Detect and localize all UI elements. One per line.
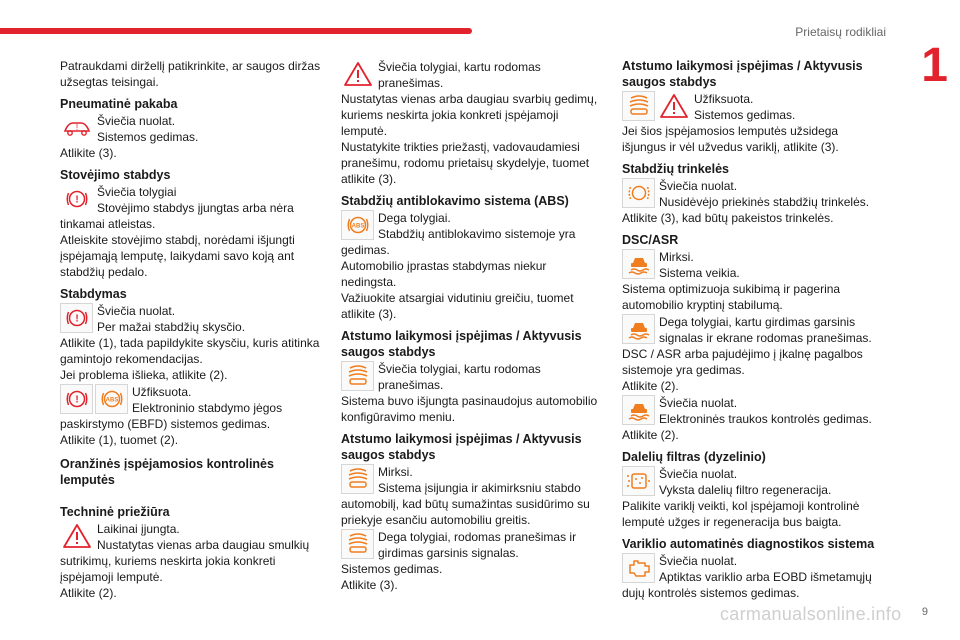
heading-dsc-asr: DSC/ASR — [622, 233, 679, 247]
heading-abs: Stabdžių antiblokavimo sistema (ABS) — [341, 194, 569, 208]
heading-technine-prieziura: Techninė priežiūra — [60, 505, 170, 519]
suspension-warning-icon — [60, 113, 93, 143]
description-line: Aptiktas variklio arba EOBD išmetamųjų — [659, 570, 872, 584]
column-right — [622, 58, 884, 601]
heading-stabdymas: Stabdymas — [60, 287, 127, 301]
entry-abs — [341, 210, 603, 242]
svg-text:ABS: ABS — [105, 397, 118, 404]
heading-atstumo-1: Atstumo laikymosi įspėjimas / Aktyvusis saugos stabdys — [341, 329, 582, 359]
header-accent-bar — [0, 28, 472, 34]
status-line: Laikinai įjungta. — [97, 522, 180, 536]
action-text: Nustatykite trikties priežastį, vadovaudamiesi pranešimu, rodomu prietaisų skydelyje, tuomet atlikite (3). — [341, 140, 590, 186]
action-text: Atlikite (3), kad būtų pakeistos trinkelės. — [622, 211, 834, 225]
description-line: tinkamai atleistas. — [60, 217, 156, 231]
entry-atstumo-2 — [341, 464, 603, 496]
description-line: Sistemos gedimas. — [694, 108, 796, 122]
description-line: Elektroninės traukos kontrolės gedimas. — [659, 412, 872, 426]
description-line: pranešimas. — [378, 76, 444, 90]
entry-technine — [60, 521, 322, 553]
distance-alert-icon — [341, 529, 374, 559]
dsc-asr-icon — [622, 314, 655, 344]
status-line: Šviečia tolygiai — [97, 185, 177, 199]
heading-atstumo-2: Atstumo laikymosi įspėjimas / Aktyvusis saugos stabdys — [341, 432, 582, 462]
description-line: paskirstymo (EBFD) sistemos gedimas. — [60, 417, 271, 431]
status-line: Mirksi. — [378, 465, 413, 479]
action-text: Atleiskite stovėjimo stabdį, norėdami išjungti įspėjamąją lemputę, laikydami savo koją ant stabdžių pedalo. — [60, 233, 295, 279]
description-line: Nustatytas vienas arba daugiau smulkių — [97, 538, 310, 552]
entry-atstumo-3 — [622, 91, 884, 123]
maintenance-warning-icon — [60, 521, 93, 551]
entry-dsc-1 — [622, 249, 884, 281]
heading-stovejimo-stabdys: Stovėjimo stabdys — [60, 168, 171, 182]
description-text: Sistema buvo išjungta pasinaudojus automobilio konfigūravimo meniu. — [341, 394, 598, 424]
status-line: Šviečia nuolat. — [659, 467, 738, 481]
brake-warning-icon — [60, 384, 93, 414]
description-line: Stovėjimo stabdys įjungtas arba nėra — [97, 201, 294, 215]
section-title: Prietaisų rodikliai — [795, 25, 886, 39]
action-text: Atlikite (3). — [60, 146, 117, 160]
status-line: Dega tolygiai. — [378, 211, 451, 225]
description-line: pranešimas. — [378, 378, 444, 392]
description-line: gedimas. — [341, 243, 390, 257]
status-line: Dega tolygiai, rodomas pranešimas ir — [378, 530, 577, 544]
page-number: 9 — [921, 606, 928, 618]
description-line: signalas ir ekrane rodomas pranešimas. — [659, 331, 872, 345]
description-line: Elektroninio stabdymo jėgos — [132, 401, 283, 415]
entry-dsc-3 — [622, 395, 884, 427]
parking-brake-icon — [60, 184, 93, 214]
distance-alert-icon — [341, 464, 374, 494]
status-line: Šviečia nuolat. — [97, 304, 176, 318]
description-line: girdimas garsinis signalas. — [378, 546, 519, 560]
action-text: Atlikite (2). — [622, 379, 679, 393]
watermark: carmanualsonline.info — [720, 604, 902, 624]
entry-stabdymas — [60, 303, 322, 335]
svg-text:!: ! — [74, 194, 79, 206]
chapter-number: 1 — [921, 39, 948, 92]
distance-alert-icon — [341, 361, 374, 391]
brake-pads-icon — [622, 178, 655, 208]
dsc-asr-icon — [622, 395, 655, 425]
description-line: Sistemos gedimas. — [97, 130, 199, 144]
heading-variklio-diagnostika: Variklio automatinės diagnostikos sistema — [622, 537, 875, 551]
column-middle — [341, 58, 603, 593]
heading-stabdziu-trinkeles: Stabdžių trinkelės — [622, 162, 729, 176]
status-line: Šviečia nuolat. — [659, 554, 738, 568]
heading-oranzines: Oranžinės įspėjamosios kontrolinės lemputės — [60, 457, 274, 487]
entry-trinkeles — [622, 178, 884, 210]
status-line: Užfiksuota. — [132, 385, 192, 399]
entry-variklio — [622, 553, 884, 585]
status-line: Šviečia nuolat. — [97, 114, 176, 128]
serious-fault-warning-icon — [341, 59, 374, 89]
action-text: Palikite variklį veikti, kol įspėjamoji kontrolinė lemputė užges ir regeneracija bus baigta. — [622, 499, 860, 529]
svg-text:!: ! — [74, 313, 79, 325]
svg-text:ABS: ABS — [351, 223, 364, 230]
action-text: Atlikite (2). — [622, 428, 679, 442]
description-line: Stabdžių antiblokavimo sistemoje yra — [378, 227, 576, 241]
distance-alert-icon — [622, 91, 655, 121]
svg-text:!: ! — [74, 394, 79, 406]
description-line: Sistema įsijungia ir akimirksniu stabdo — [378, 481, 581, 495]
entry-atstumo-1 — [341, 361, 603, 393]
action-text: Važiuokite atsargiai vidutiniu greičiu, tuomet atlikite (3). — [341, 291, 574, 321]
status-line: Šviečia nuolat. — [659, 396, 738, 410]
column-left — [60, 58, 322, 601]
description-text: Automobilio įprastas stabdymas niekur nedingsta. — [341, 259, 547, 289]
entry-atstumo-2b — [341, 529, 603, 561]
heading-pneumatine-pakaba: Pneumatinė pakaba — [60, 97, 178, 111]
abs-icon — [341, 210, 374, 240]
description-line: Per mažai stabdžių skysčio. — [97, 320, 246, 334]
description-text: DSC / ASR arba pajudėjimo į įkalnę pagalbos sistemoje yra gedimas. — [622, 347, 863, 377]
action-text: Atlikite (2). — [60, 586, 117, 600]
description-line: Sistema veikia. — [659, 266, 740, 280]
warning-triangle-icon — [657, 91, 690, 121]
entry-dsc-2 — [622, 314, 884, 346]
heading-daleliu-filtras: Dalelių filtras (dyzelinio) — [622, 450, 766, 464]
description-text: automobilį, kad būtų sumažintas susidūrimo su priekyje esančiu automobiliu greitis. — [341, 497, 590, 527]
particle-filter-icon — [622, 466, 655, 496]
status-line: Užfiksuota. — [694, 92, 754, 106]
description-line: Vyksta dalelių filtro regeneracija. — [659, 483, 832, 497]
heading-atstumo-3: Atstumo laikymosi įspėjimas / Aktyvusis saugos stabdys — [622, 59, 863, 89]
intro-text: Patraukdami diržellį patikrinkite, ar saugos diržas užsegtas teisingai. — [60, 59, 321, 89]
ebfd-abs-icon — [95, 384, 128, 414]
svg-text:!: ! — [75, 123, 78, 132]
description-line: sutrikimų, kuriems neskirta jokia konkreti įspėjamoji lemputė. — [60, 554, 276, 584]
description-line: Nusidėvėjo priekinės stabdžių trinkelės. — [659, 195, 870, 209]
status-line: Šviečia tolygiai, kartu rodomas — [378, 362, 541, 376]
brake-fluid-icon — [60, 303, 93, 333]
engine-diagnostic-icon — [622, 553, 655, 583]
entry-stovejimo — [60, 184, 322, 216]
description-text: Nustatytas vienas arba daugiau svarbių gedimų, kuriems neskirta jokia konkreti įspėjamoji lemputė. — [341, 92, 598, 138]
entry-ebfd — [60, 384, 322, 416]
action-text: Jei šios įspėjamosios lemputės užsidega išjungus ir vėl užvedus variklį, atlikite (3). — [622, 124, 839, 154]
action-text: Atlikite (1), tuomet (2). — [60, 433, 179, 447]
description-text: Sistema optimizuoja sukibimą ir pagerina automobilio kryptinį stabilumą. — [622, 282, 841, 312]
entry-serious-fault — [341, 59, 603, 91]
description-line: dujų kontrolės sistemos gedimas. — [622, 586, 800, 600]
action-text: Jei problema išlieka, atlikite (2). — [60, 368, 228, 382]
action-text: Atlikite (3). — [341, 578, 398, 592]
status-line: Mirksi. — [659, 250, 694, 264]
entry-daleliu — [622, 466, 884, 498]
description-text: Sistemos gedimas. — [341, 562, 443, 576]
dsc-asr-icon — [622, 249, 655, 279]
action-text: Atlikite (1), tada papildykite skysčiu, kuris atitinka gamintojo rekomendacijas. — [60, 336, 320, 366]
entry-pneumatine — [60, 113, 322, 145]
status-line: Šviečia tolygiai, kartu rodomas — [378, 60, 541, 74]
status-line: Dega tolygiai, kartu girdimas garsinis — [659, 315, 856, 329]
status-line: Šviečia nuolat. — [659, 179, 738, 193]
